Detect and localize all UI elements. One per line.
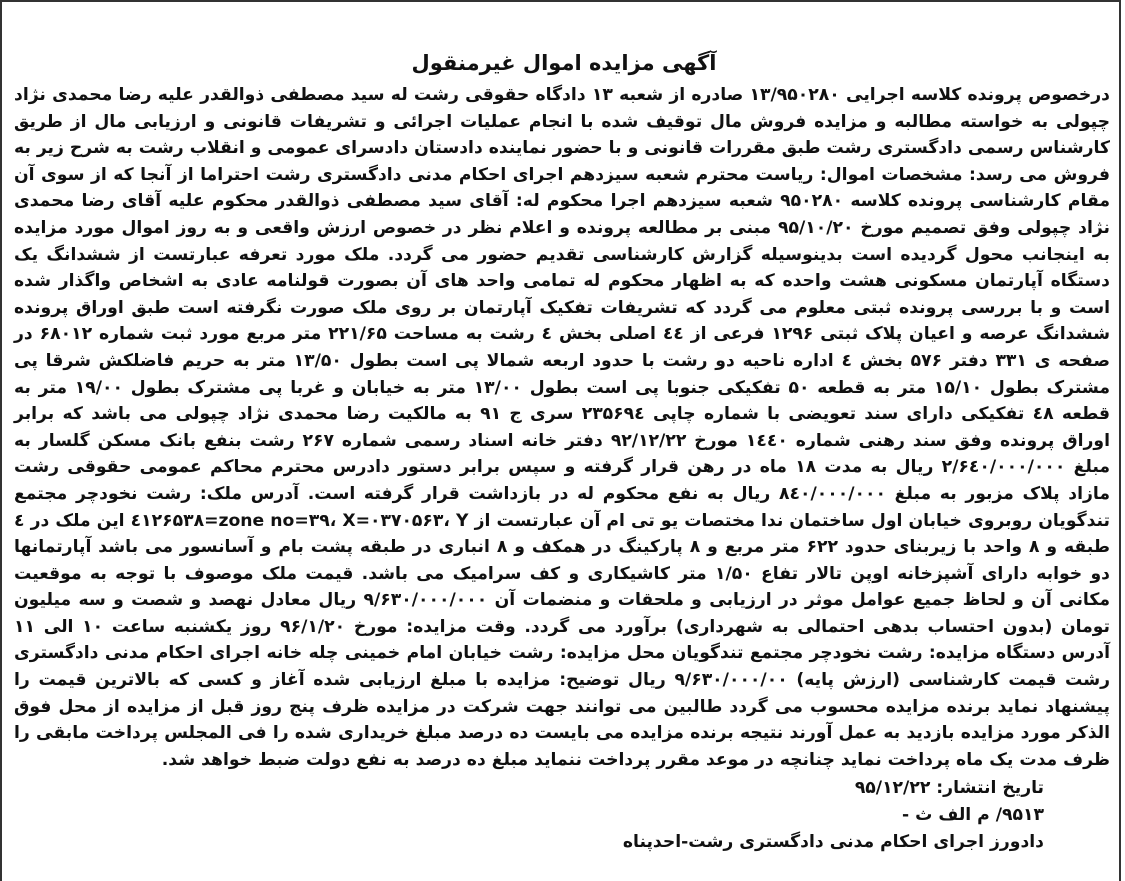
signature-line: دادورز اجرای احکام مدنی دادگستری رشت-احدپناه [622,831,1044,852]
auction-notice [14,48,1114,855]
publish-date: تاریخ انتشار: ۹۵/۱۲/۲۲ [854,778,1044,799]
reference-code: ۹۵۱۳/ م الف ث - [902,805,1044,826]
notice-body: درخصوص پرونده کلاسه اجرایی ۱۳/۹۵۰۲۸۰ صادره از شعبه ۱۳ دادگاه حقوقی رشت له سید مصطفی ذوالقدر علیه رضا محمدی نژاد چپولی به خواسته مطالبه و مزایده فروش مال توقیف شده با انجام عملیات اجرائی و تشریفات قانونی و ارزیابی مال از طریق کارشناس رسمی دادگستری رشت طبق مقررات قانونی و با حضور نماینده دادستان دادسرای عمومی و انقلاب رشت به شرح زیر به فروش می رسد: مشخصات اموال: ریاست محترم شعبه سیزدهم اجرای احکام مدنی دادگستری رشت احتراما از آنجا که از سوی آن مقام کارشناسی پرونده کلاسه ۹۵۰۲۸۰ شعبه سیزدهم اجرا محکوم له: آقای سید مصطفی ذوالقدر محکوم علیه آقای رضا محمدی نژاد چپولی وفق تصمیم مورخ ۹۵/۱۰/۲۰ مبنی بر مطالعه پرونده و اعلام نظر در خصوص ارزش واقعی و به روز اموال مورد مزایده به اینجانب محول گردیده است بدینوسیله گزارش کارشناسی تقدیم حضور می گردد. ملک مورد تعرفه عبارتست از ششدانگ یک دستگاه آپارتمان مسکونی هشت واحده که به اظهار محکوم له تمامی واحد های آن بصورت قولنامه عادی به اشخاص واگذار شده است و با بررسی پرونده ثبتی معلوم می گردد که تشریفات تفکیک آپارتمان بر روی ملک صورت نگرفته است طبق اوراق پرونده ششدانگ عرصه و اعیان پلاک ثبتی ۱۲۹۶ فرعی از ٤٤ اصلی بخش ٤ رشت به مساحت ۲۲۱/۶۵ متر مربع مورد ثبت شماره ۶۸۰۱۲ در صفحه ی ۳۳۱ دفتر ۵۷۶ بخش ٤ اداره ناحیه دو رشت با حدود اربعه شمالا پی است بطول ۱۳/۵۰ متر به حریم فاضلکش شرقا پی مشترک بطول ۱۵/۱۰ متر به قطعه ۵۰ تفکیکی جنوبا پی است بطول ۱۳/۰۰ متر به خیابان و غربا پی مشترک بطول ۱۹/۰۰ متر به قطعه ٤۸ تفکیکی دارای سند تعویضی با شماره چاپی ۲۳۵۶۹٤ سری ج ۹۱ به مالکیت رضا محمدی نژاد چپولی می باشد که برابر اوراق پرونده وفق سند رهنی شماره ۱٤٤۰ مورخ ۹۲/۱۲/۲۲ دفتر خانه اسناد رسمی شماره ۲۶۷ رشت بنفع بانک مسکن گلسار به مبلغ ۲/۶٤۰/۰۰۰/۰۰۰ ریال به مدت ۱۸ ماه در رهن قرار گرفته و سپس برابر دستور دادرس محترم محاکم عمومی حقوقی رشت مازاد پلاک مزبور به مبلغ ۸٤۰/۰۰۰/۰۰۰ ریال به نفع محکوم له در بازداشت قرار گرفته است. آدرس ملک: رشت نخودچر مجتمع تندگویان روبروی خیابان اول ساختمان ندا مختصات یو تی ام آن عبارتست از zone no=۳۹، X=۰۳۷۰۵۶۳، Y=٤۱۲۶۵۳۸ این ملک در ٤ طبقه و ۸ واحد با زیربنای حدود ۶۲۲ متر مربع و ۸ پارکینگ در همکف و ۸ انباری در طبقه پشت بام و آسانسور می باشد آپارتمانها دو خوابه دارای آشپزخانه اوپن تالار تفاع ۱/۵۰ متر کاشیکاری و کف سرامیک می باشد. قیمت ملک موصوف با توجه به موقعیت مکانی آن و لحاظ جمیع عوامل موثر در ارزیابی و ملحقات و منضمات آن ۹/۶۳۰/۰۰۰/۰۰۰ ریال معادل نهصد و شصت و سه میلیون تومان (بدون احتساب بدهی احتمالی به شهرداری) برآورد می گردد. وقت مزایده: مورخ ۹۶/۱/۲۰ روز یکشنبه ساعت ۱۰ الی ۱۱ آدرس دستگاه مزایده: رشت نخودچر مجتمع تندگویان محل مزایده: رشت خیابان امام خمینی چله خانه اجرای احکام مدنی دادگستری رشت قیمت کارشناسی (ارزش پایه) ۹/۶۳۰/۰۰۰/۰۰ ریال توضیح: مزایده با مبلغ ارزیابی شده آغاز و کسی که بالاترین قیمت را پیشنهاد نماید برنده مزایده محسوب می گردد طالبین می توانند جهت شرکت در مزایده ظرف پنج روز قبل از مزایده از محل فوق الذکر مورد مزایده بازدید به عمل آورند نتیجه برنده مزایده می بایست ده درصد مبلغ خریداری شده را فی المجلس پرداخت مابقی را ظرف مدت یک ماه پرداخت نماید چنانچه در موعد مقرر پرداخت ننماید مبلغ ده درصد به نفع دولت ضبط خواهد شد. [14,85,1111,770]
notice-footer [14,775,1114,855]
notice-title: آگهی مزایده اموال غیرمنقول [411,51,717,75]
